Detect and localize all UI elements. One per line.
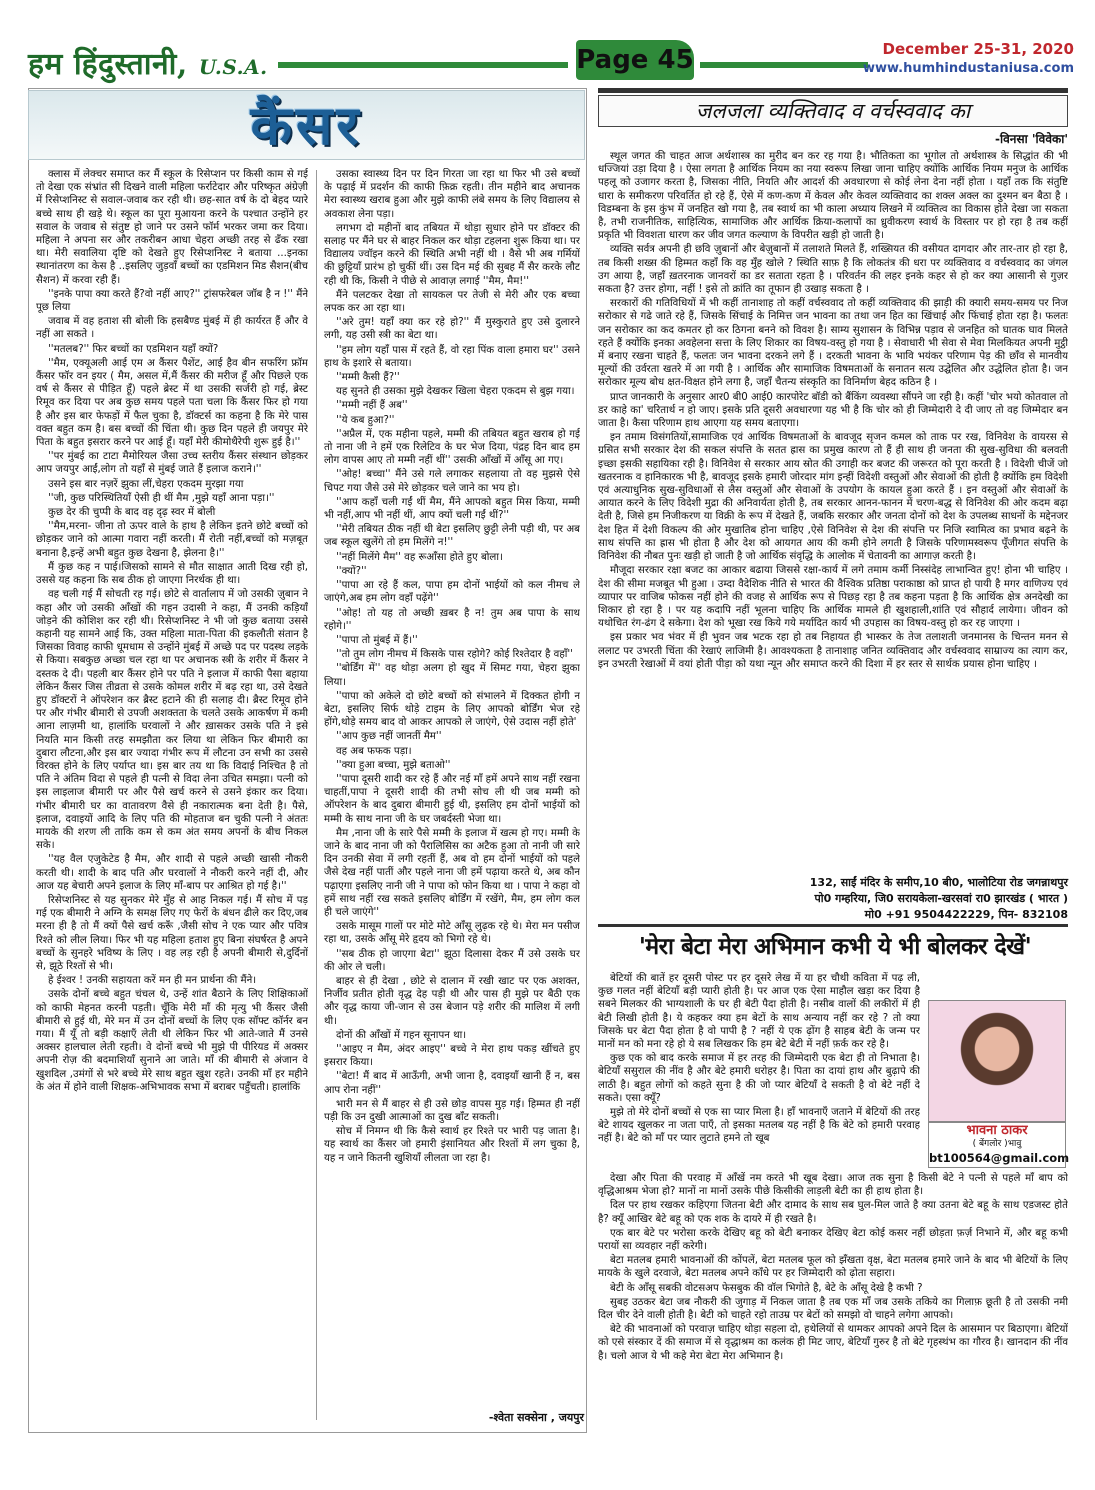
cancer-column-1 <box>36 168 308 1430</box>
cancer-col1-paragraph: रिसेप्शनिस्ट से यह सुनकर मेरे मुँह से आह निकल गई। मैं सोच में पड़ गई एक बीमारी ने अग्नि के समक्ष लिए गए फेरों के बंधन ढीले कर दिए,जब मरना ही है तो मैं क्यों पैसे खर्च करूँ ,जैसी सोच ने एक प्यार और पवित्र रिश्ते को लील लिया। फिर भी यह महिला हताश हुए बिना संघर्षरत है अपने बच्चों के सुनहरे भविष्य के लिए । वह लड़ रही है अपनी बीमारी से,दुर्दिनों से, झूठे रिश्तों से भी। <box>36 894 308 972</box>
cancer-col2-paragraph: ''आप कहाँ चली गईं थीं मैम, मैंने आपको बहुत मिस किया, मम्मी भी नहीं,आप भी नहीं थीं, आप क्यों चली गईं थीं?'' <box>324 496 580 522</box>
cancer-col2-paragraph: वह अब फफक पड़ा। <box>336 745 412 757</box>
cancer-col2-paragraph: दोनों की आँखों में गहन सूनापन था। <box>336 1029 467 1041</box>
cancer-col2-paragraph: मैम ,नाना जी के सारे पैसे मम्मी के इलाज में खत्म हो गए। मम्मी के जाने के बाद नाना जी को पैरालिसिस का अटैक हुआ तो नानी जी सारे दिन उनकी सेवा में लगी रहतीं हैं, अब वो हम दोनों भाईयों को पहले जैसे देख नहीं पातीं और पहले नाना जी हमें पढ़ाया करते थे, अब कौन पढ़ाएगा इसलिए नानी जी ने पापा को फोन किया था । पापा ने कहा वो हमें साथ नहीं रख सकते इसलिए बोर्डिंग में रखेंगे, मैम, हम लोग कल ही चले जाएंगे'' <box>324 827 580 918</box>
beta-body-bottom <box>598 1172 1068 1434</box>
jalzala-title: जलजला व्यक्तिवाद व वर्चस्ववाद का <box>598 95 1068 127</box>
issue-date: December 25-31, 2020 <box>882 40 1074 58</box>
cancer-col2-paragraph: ''आइए न मैम, अंदर आइए'' बच्चे ने मेरा हाथ पकड़ खींचते हुए इसरार किया। <box>324 1044 580 1069</box>
author-photo-caption <box>928 1122 1070 1168</box>
beta-paragraph: बेटा मतलब हमारी भावनाओं की कोंपलें, बेटा मतलब फूल को झँखता वृक्ष, बेटा मतलब हमारे जाने के बाद भी बेटियों के लिए मायके के खुले दरवाजे, बेटा मतलब अपने काँधे पर हर जिम्मेदारी को ढ़ोता सहारा। <box>598 1255 1068 1280</box>
cancer-col2-paragraph: मैंने पलटकर देखा तो सायकल पर तेजी से मेरी और एक बच्चा लपक कर आ रहा था। <box>324 289 580 315</box>
jalzala-paragraph: व्यक्ति सर्वत्र अपनी ही छवि ज़ुबानों और बेज़ुबानों में तलाशते मिलते हैं, शख्सियत की वसीयत दागदार और तार-तार हो रहा है, तब किसी शख्स की हिम्मत कहाँ कि वह मुँह खोले ? स्थिति साफ़ है कि लोकतंत्र की धरा पर व्यक्तिवाद व वर्चस्ववाद का जंगल उग आया है, जहाँ ख़तरनाक जानवरों का डर सताता रहता है । परिवर्तन की लहर इनके कहर से हो कर क्या आसानी से गुज़र सकता है? उत्तर होगा, नहीं ! इसे तो क्रांति का तूफान ही उखाड़ सकता है । <box>598 244 1068 296</box>
address-line-2: पो0 गम्हरिया, जि0 सरायकेला-खरसवां रा0 झारखंड ( भारत ) <box>814 892 1068 905</box>
cancer-col2-paragraph: ''अप्रैल में, एक महीना पहले, मम्मी की तबियत बहुत खराब हो गई तो नाना जी ने हमें एक रिलेटिव के घर भेज दिया, पंद्रह दिन बाद हम लोग वापस आए तो मम्मी नहीं थीं'' उसकी आँखों में आँसू आ गए। <box>324 428 580 467</box>
cancer-col2-paragraph: उसके मासूम गालों पर मोटे मोटे आँसू लुढ़क रहे थे। मेरा मन पसीज रहा था, उसके आँसू मेरे हृदय को भिगो रहे थे। <box>324 921 580 946</box>
cancer-title-text: कैंसर <box>250 93 363 157</box>
jalzala-paragraph: स्थूल जगत की चाहत आज अर्थशास्त्र का मुरीद बन कर रह गया है। भौतिकता का भूगोल तो अर्थशास्त्र के सिद्धांत की भी धज्जियां उड़ा दिया है । ऐसा लगता है आर्थिक नियम का नया स्वरूप लिखा जाना चाहिए क्योंकि आर्थिक नियम मनुज के आर्थिक पहलू को उजागर करता है, जिसका नीति, नियति और आदर्श की अवधारणा से कोई लेना देना नहीं होता । यहाँ तक कि संतुष्टि धारा के समीकरण परिवर्तित हो रहे हैं, ऐसे में कण-कण में केवल और केवल व्यक्तिवाद का शक्ल अक्ल का दुश्मन बन बैठा है । विडम्बना के इस कुंभ में जनहित खो गया है, तब स्वार्थ का भी काला अध्याय लिखने में व्यक्तित्व का विकास होते देखा जा सकता है, तभी राजनीतिक, साहित्यिक, सामाजिक और आर्थिक क्रिया-कलापों का ध्रुवीकरण स्वार्थ के विस्तार पर हो रहा है तब कहीं प्रकृति भी विवशता धारण कर जीव जगत कल्याण के विपरीत खड़ी हो जाती है। <box>598 151 1068 242</box>
cancer-col2-paragraph: ''सब ठीक हो जाएगा बेटा'' झूठा दिलासा देकर मैं उसे उसके घर की ओर ले चली। <box>324 948 580 973</box>
cancer-col1-paragraph: उसके दोनों बच्चे बहुत चंचल थे, उन्हें शांत बैठाने के लिए शिक्षिकाओं को काफी मेहनत करनी पड़ती। चूँकि मेरी माँ की मृत्यु भी कैंसर जैसी बीमारी से हुई थी, मेरे मन में उन दोनों बच्चों के लिए एक सॉफ्ट कॉर्नर बन गया। मैं यूँ तो बड़ी कक्षाएँ लेती थी लेकिन फिर भी आते-जाते मैं उनसे अक्सर हालचाल लेती रहती। वे दोनों बच्चे भी मुझे पी पीरियड में अक्सर अपनी रोज़ की बदमाशियाँ सुनाने आ जाते। माँ की बीमारी से अंजान वे खुशदिल ,उमंगों से भरे बच्चे मेरे साथ बहुत खुश रहते। उनकी माँ हर महीने के अंत में होने वाली शिक्षक-अभिभावक सभा में बराबर पहुँचती। हालांकि <box>36 989 308 1093</box>
cancer-column-divider <box>316 170 317 1420</box>
beta-paragraph: मुझे तो मेरे दोनों बच्चों से एक सा प्यार मिला है। हाँ भावनाएँ जताने में बेटियों की तरह बेटे शायद खुलकर ना जता पाएँ, तो इसका मतलब यह नहीं है कि बेटे को हमारी परवाह नहीं है। बेटे को माँ पर प्यार लुटाते हमने तो खूब <box>598 1107 920 1145</box>
cancer-col1-paragraph: ''मैम,मरना- जीना तो ऊपर वाले के हाथ है लेकिन इतने छोटे बच्चों को छोड़कर जाने को आत्मा गवारा नहीं करती। मैं रोती नहीं,बच्चों को मज़बूत बनाना है,इन्हें अभी बहुत कुछ देखना है, झेलना है।'' <box>36 521 308 559</box>
cancer-col2-paragraph: ''मम्मी कैसी हैं?'' <box>336 372 400 384</box>
beta-paragraph: बेटियों की बातें हर दूसरी पोस्ट पर हर दूसरे लेख में या हर चौथी कविता में पढ़ ली, कुछ गलत नहीं बेटियाँ बड़ी प्यारी होती है। पर आज एक ऐसा माहौल खड़ा कर दिया है सबने मिलकर की भाग्यशाली के घर ही बेटी पैदा होती है। नसीब वालों की लकीरों में ही बेटी लिखी होती है। ये कहकर क्या हम बेटों के साथ अन्याय नहीं कर रहे ? तो क्या जिसके घर बेटा पैदा होता है वो पापी है ? नहीं ये एक ढ़ोंग है साहब बेटी के जन्म पर मानों मन को मना रहे हो ये सब लिखकर कि हम बेटे बेटी में नहीं फ़र्क कर रहे है। <box>598 973 920 1051</box>
cancer-col1-paragraph: मैं कुछ कह न पाई।जिसको सामने से मौत साक्षात आती दिख रही हो, उससे यह कहना कि सब ठीक हो जाएगा निरर्थक ही था। <box>36 561 308 587</box>
beta-article-title: 'मेरा बेटा मेरा अभिमान कभी ये भी बोलकर देखें' <box>638 933 1032 960</box>
beta-paragraph: बेटे की भावनाओं को परवाज़ चाहिए थोड़ा सहला दो, हथेलियों से थामकर आपको अपने दिल के आसमान पर बिठाएगा। बेटियों को एसे संस्कार दें की समाज में से वृद्धाश्रम का कलंक ही मिट जाए, बेटियाँ गुरुर है तो बेटे गृहस्थंभ का गौरव है। खानदान की नींव है। चलो आज ये भी कहे मेरा बेटा मेरा अभिमान है। <box>598 1324 1068 1362</box>
cancer-col2-paragraph: ''नहीं मिलेंगे मैम'' वह रूआँसा होते हुए बोला। <box>336 551 503 563</box>
jalzala-top-rule <box>598 88 1068 93</box>
cancer-col1-paragraph: कुछ देर की चुप्पी के बाद वह दृढ़ स्वर में बोली <box>48 507 216 519</box>
cancer-col2-paragraph: ''पापा आ रहे हैं कल, पापा हम दोनों भाईयों को कल नीमच ले जाएंगे,अब हम लोग वहाँ पढ़ेंगे'' <box>324 580 580 605</box>
cancer-author: -श्वेता सक्सेना , जयपुर <box>488 1411 584 1424</box>
jalzala-author: -विनसा 'विवेका' <box>995 132 1068 146</box>
cancer-col1-paragraph: ''मैम, एक्यूअली आई एम अ कैंसर पैशेंट, आई हैव बीन सफरिंग फ्रॉम कैंसर फॉर वन इयर ( मैम, असल में,मैं कैंसर की मरीज हूँ और पिछले एक वर्ष से कैंसर से पीड़ित हूँ) पहले ब्रेस्ट में था उसकी सर्जरी हो गई, ब्रेस्ट रिमूव कर दिया पर अब कुछ समय पहले पता चला कि कैंसर फिर हो गया है और इस बार फेफड़ों में फैल चुका है, डॉक्टर्स का कहना है कि मेरे पास वक्त बहुत कम है। बस बच्चों की चिंता थी। कुछ दिन पहले ही जयपुर मेरे पिता के बहुत इसरार करने पर आई हूँ। यहाँ मेरी कीमोथैरेपी शुरू हुई है।'' <box>36 357 308 449</box>
cancer-col1-paragraph: ''जी, कुछ परिस्थितियाँ ऐसी ही थीं मैम ,मुझे यहाँ आना पड़ा।'' <box>48 492 275 504</box>
cancer-col2-paragraph: बाहर से ही देखा , छोटे से दालान में रखी खाट पर एक अशक्त, निर्जीव प्रतीत होती वृद्ध देह पड़ी थी और पास ही मुझे पर बैठी एक और वृद्ध काया जी-जान से उस बेजान पड़े शरीर की मालिश में लगी थी। <box>324 975 580 1027</box>
cancer-col1-paragraph: ''मतलब?'' फिर बच्चों का एडमिशन यहाँ क्यों? <box>48 343 219 355</box>
beta-paragraph: देखा और पिता की परवाह में आँखें नम करते भी खूब देखा। आज तक सुना है किसी बेटे ने पत्नी से पहले माँ बाप को वृद्धिआश्रम भेजा हो? मानों ना मानों उसके पीछे किसीकी लाड़ली बेटी का ही हाथ होता है। <box>598 1173 1068 1198</box>
cancer-col1-paragraph: जवाब में वह हताश सी बोली कि हसबैण्ड मुंबई में ही कार्यरत हैं और वे नहीं आ सकते । <box>36 316 308 341</box>
cancer-col2-paragraph: ''तो तुम लोग नीमच में किसके पास रहोगे? कोई रिश्तेदार है वहाँ'' <box>336 649 573 661</box>
beta-paragraph: सुबह उठकर बेटा जब नौकरी की जुगाड़ में निकल जाता है तब एक माँ जब उसके तकिये का गिलाफ़ छूती है तो उसकी नमी दिल चीर देने वाली होती है। बेटी को चाहते रहो ताउम्र पर बेटों को समझो वो चाहने लगेगा आपको। <box>598 1296 1068 1322</box>
masthead-rule-right <box>700 62 868 68</box>
jalzala-paragraph: मौजूदा सरकार रक्षा बजट का आकार बढाया जिससे रक्षा-कार्य में लगे तमाम कर्मी निस्संदेह लाभान्वित हुए! होना भी चाहिए । देश की सीमा मजबूत भी हुआ । उम्दा वैदेशिक नीति से भारत की वैश्विक प्रतिष्ठा पराकाष्ठा को प्राप्त हो पायी है मगर वाणिज्य एवं व्यापार पर वाजिब फोकस नहीं होने की वजह से आर्थिक रूप से पिछड़ रहा है तब कहना पड़ता है कि आर्थिक क्षेत्र अनदेखी का शिकार हो रहा है । पर यह कदापि नहीं भूलना चाहिए कि आर्थिक मामले ही खुशहाली,शांति एवं सौहार्द लायेगा। जीवन को यथोचित रंग-ढंग दे सकेगा। देश को भूखा रख किये गये मर्यादित कार्य भी उपहास का विषय-वस्तु हो कर रह जाएगा । <box>598 565 1068 630</box>
newspaper-name <box>28 42 268 83</box>
cancer-col2-paragraph: ''पापा दूसरी शादी कर रहे हैं और नई माँ हमें अपने साथ नहीं रखना चाहतीं,पापा ने दूसरी शादी की तभी सोच ली थी जब मम्मी को ऑपरेशन के बाद दुबारा बीमारी हुई थी, इसलिए हम दोनों भाईयों को मम्मी के साथ नाना जी के घर जबर्दस्ती भेजा था। <box>324 773 580 825</box>
jalzala-paragraph: इन तमाम विसंगतियों,सामाजिक एवं आर्थिक विषमताओं के बावजूद सृजन कमल को ताक पर रख, विनिवेश के वायरस से ग्रसित सभी सरकार देश की सकल संपत्ति के सतत ह्रास का प्रमुख कारण तो हैं ही साथ ही जनता की सुख-सुविधा की बलवती इच्छा इसकी सहायिका रही है। विनिवेश से सरकार आय स्रोत की उगाही कर बजट की जरूरत को पूरा करती है । विदेशी चीजें जो खतरनाक व हानिकारक भी है, बावजूद इसके हमारी जोरदार मांग इन्हीं विदेशी वस्तुओं और सेवाओं की होती है क्योंकि हम विदेशी एवं अत्याधुनिक सुख-सुविधाओं से लैस वस्तुओं और सेवाओं के उपयोग के कायल हुआ करते हैं । इन वस्तुओं और सेवाओं के आयात करने के लिए विदेशी मुद्रा की अनिवार्यता होती है, तब सरकार आनन-फानन में चरण-बद्ध से विनिवेश की ओर कदम बढ़ा देती है, जिसे हम निजीकरण या विक्री के रूप में देखते हैं, जबकि सरकार और जनता दोनों को देश के उपलब्ध साधनों के मद्देनजर देश हित में देशी विकल्प की ओर मुखातिब होना चाहिए ,ऐसे विनिवेश से देश की संपत्ति पर निजि स्वामित्व का प्रभाव बढ़ने के साथ संपत्ति का ह्रास भी होता है और देश को आयगत आय की कमी होने लगती है जिसके परिणामस्वरूप पूँजीगत संपत्ति के विनिवेश की नौबत पुनः खड़ी हो जाती है जो आर्थिक संवृद्धि के आलोक में चेतावनी का आगाज़ करती है। <box>598 432 1068 563</box>
cancer-col2-paragraph: ''अरे तुम! यहाँ क्या कर रहे हो?'' मैं मुस्कुराते हुए उसे दुलारने लगी, यह उसी स्त्री का बेटा था। <box>324 317 580 342</box>
jalzala-address <box>598 875 1068 923</box>
cancer-col1-paragraph: ''यह वैल एजुकेटेड है मैम, और शादी से पहले अच्छी खासी नौकरी करती थी। शादी के बाद पति और घरवालों ने नौकरी करने नहीं दी, और आज यह बेचारी अपने इलाज के लिए माँ-बाप पर आश्रित हो गई है।'' <box>36 854 308 892</box>
cancer-col2-paragraph: ''पापा को अकेले दो छोटे बच्चों को संभालने में दिक्कत होगी न बेटा, इसलिए सिर्फ थोड़े टाइम के लिए आपको बोर्डिंग भेज रहे होंगे,थोड़े समय बाद वो आकर आपको ले जाएंगे, ऐसे उदास नहीं होते' <box>324 690 580 729</box>
page-number: Page 45 <box>576 40 694 80</box>
author-photo <box>928 1000 1066 1122</box>
cancer-col1-paragraph: वह चली गई मैं सोचती रह गई। छोटे से वार्तालाप में जो उसकी ज़ुबान ने कहा और जो उसकी आँखों की गहन उदासी ने कहा, मैं उनकी कड़ियाँ जोड़ने की कोशिश कर रही थी। रिसेप्शनिस्ट ने भी जो कुछ बताया उससे कहानी यह सामने आई कि, उक्त महिला माता-पिता की इकलौती संतान है जिसका विवाह काफी धूमधाम से उन्होंने मुंबई में अच्छे पद पर पदस्थ लड़के से किया। सबकुछ अच्छा चल रहा था पर अचानक स्त्री के शरीर में कैंसर ने दस्तक दे दी। पहली बार कैंसर होने पर पति ने इलाज में काफी पैसा बहाया लेकिन कैंसर जिस तीव्रता से उसके कोमल शरीर में बढ़ रहा था, उसे देखते हुए डॉक्टरों ने ऑपरेशन कर ब्रैस्ट हटाने की ही सलाह दी। ब्रैस्ट रिमूव होने पर और गंभीर बीमारी से उपजी अशक्तता के चलते उसके आकर्षण में कमी आना लाज़मी था, हालांकि घरवालों ने और ख़ासकर उसके पति ने इसे नियति मान किसी तरह समझौता कर लिया था लेकिन फिर बीमारी का दुबारा लौटना,और इस बार ज्यादा गंभीर रूप में लौटना उन सभी का उससे विरक्त होने के लिए पर्याप्त था। इस बार तय था कि विदाई निश्चित है तो पति ने अंतिम विदा से पहले ही पत्नी से विदा लेना उचित समझा। पत्नी को इस लाइलाज बीमारी पर और पैसे खर्च करने से उसने इंकार कर दिया। गंभीर बीमारी घर का वातावरण वैसे ही नकारात्मक बना देती है। पैसे, इलाज, दवाइयों आदि के लिए पति की मोहताज बन चुकी पत्नी ने अंततः मायके की शरण ली ताकि कम से कम अंत समय अपनों के बीच निकल सके। <box>36 589 308 852</box>
issue-date-block <box>863 40 1074 78</box>
author-city: ( बेंगलोर )भावु <box>972 1139 1022 1149</box>
cancer-col2-paragraph: ''क्यों?'' <box>336 565 367 577</box>
section-divider <box>598 924 1068 927</box>
jalzala-paragraph: इस प्रकार भव भंवर में ही भुवन जब भटक रहा हो तब निहायत ही भास्कर के तेज तलाशती जनमानस के चिन्तन मनन से ललाट पर उभरती चिंता की रेखाएं लाजिमी है। आवश्यकता है तानाशाह जनित व्यक्तिवाद और वर्चस्ववाद साम्राज्य का त्याग कर, इन उभरती रेखाओं में वयां होती पीड़ा को यथा न्यून और समाप्त करने की दिशा में हर स्तर से सार्थक प्रयास होना चाहिए । <box>598 632 1068 670</box>
address-line-3: मो0 +91 9504422229, पिन- 832108 <box>864 908 1068 921</box>
beta-paragraph: बेटी के आँसू सबकी वोटसअप फेसबुक की वॉल भिगोते है, बेटे के आँसू देखे है कभी ? <box>610 1282 923 1294</box>
cancer-col1-paragraph: हे ईश्वर ! उनकी सहायता करें मन ही मन प्रार्थना की मैंने। <box>48 975 257 987</box>
address-line-1: 132, साईं मंदिर के समीप,10 बी0, भालोटिया रोड जगन्नाथपुर <box>809 876 1068 889</box>
cancer-col2-paragraph: भारी मन से मैं बाहर से ही उसे छोड़ वापस मुड़ गई। हिम्मत ही नहीं पड़ी कि उन दुखी आत्माओं का दुख बाँट सकती। <box>324 1098 580 1124</box>
masthead-rule-left <box>278 62 568 68</box>
cancer-col2-paragraph: ''आप कुछ नहीं जानतीं मैम'' <box>336 731 442 743</box>
cancer-col2-paragraph: लगभग दो महीनों बाद तबियत में थोड़ा सुधार होने पर डॉक्टर की सलाह पर मैंने घर से बाहर निकल कर थोड़ा टहलना शुरू किया था। पर विद्यालय ज्वॉइन करने की स्थिति अभी नहीं थी । वैसे भी अब गर्मियों की छुट्टियाँ प्रारंभ हो चुकीं थीं। उस दिन मई की सुबह मैं सैर करके लौट रही थी कि, किसी ने पीछे से आवाज़ लगाई ''मैम, मैम!'' <box>324 222 580 287</box>
jalzala-paragraph: सरकारों की गतिविधियों में भी कहीं तानाशाह तो कहीं वर्चस्ववाद तो कहीं व्यक्तिवाद की झाड़ी की क्यारी समय-समय पर निज सरोकार से गढे जाते रहे हैं, जिसके सिंचाई के निमित्त जन भावना का तथा जन हित का खिंचाई और फिंचाई होता रहा है। फलतः जन सरोकार का कद कमतर हो कर ठिगना बनने को विवश है। साम्य सुशासन के विभिन्न पड़ाव से जनहित को घातक घाव मिलते रहते हैं क्योंकि इनका अवहेलना सत्ता के लिए शिकार का विषय-वस्तु हो गया है । सेवाधारी भी सेवा से मेवा मिलकियत अपनी मुट्ठी में बनाए रखना चाहते हैं, फलतः जन भावना दरकने लगे हैं । दरकती भावना के भावि भयंकर परिणाम पेड़ की छाँव से मानवीय मूल्यों की उर्वरता खतरे में आ गयी है । आर्थिक और सामाजिक विषमताओं के सनातन सत्य उद्घेलित और उद्धेलित होता है। जन सरोकार मूल्य बोध क्षत-विक्षत होने लगा है, जहाँ चैतन्य संस्कृति का विनिर्माण बेहद कठिन है । <box>598 298 1068 389</box>
cancer-col2-paragraph: सोच में निमग्न थी कि कैसे स्वार्थ हर रिश्ते पर भारी पड़ जाता है। यह स्वार्थ का कैंसर जो हमारी इंसानियत और रिश्तों में लग चुका है, यह न जाने कितनी खुशियाँ लीलता जा रहा है। <box>324 1126 580 1164</box>
cancer-col1-paragraph: ''पर मुंबई का टाटा मैमोरियल जैसा उच्च स्तरीय कैंसर संस्थान छोड़कर आप जयपुर आईं,लोग तो यहाँ से मुंबई जाते हैं इलाज कराने।'' <box>36 451 308 476</box>
cancer-col2-paragraph: ''ये कब हुआ?'' <box>336 414 395 426</box>
beta-paragraph: एक बार बेटे पर भरोसा करके देखिए बहू को बेटी बनाकर देखिए बेटा कोई कसर नहीं छोड़ता फ़र्ज़ निभाने में, और बहू कभी परायों सा व्यवहार नहीं करेगी। <box>598 1227 1068 1253</box>
cancer-col2-paragraph: ''ओह! बच्चा'' मैंने उसे गले लगाकर सहलाया तो वह मुझसे ऐसे चिपट गया जैसे उसे मेरे छोड़कर चले जाने का भय हो। <box>324 469 580 494</box>
jalzala-body <box>598 150 1068 872</box>
author-email[interactable]: bt100564@gmail.com <box>929 1151 1070 1165</box>
cancer-col2-paragraph: ''ओह! तो यह तो अच्छी ख़बर है न! तुम अब पापा के साथ रहोगे।'' <box>324 607 580 632</box>
cancer-col2-paragraph: ''हम लोग यहाँ पास में रहते हैं, वो रहा पिंक वाला हमारा घर'' उसने हाथ के इशारे से बताया। <box>324 344 580 369</box>
cancer-col1-paragraph: क्लास में लेक्चर समाप्त कर मैं स्कूल के रिसेप्शन पर किसी काम से गई तो देखा एक संभ्रांत सी दिखने वाली महिला फर्राटेदार और परिष्कृत अंग्रेज़ी में रिसेप्शनिस्ट से सवाल-जवाब कर रही थी। छह-सात वर्ष के दो बेहद प्यारे बच्चे साथ ही खड़े थे। स्कूल का पूरा मुआयना करने के पश्चात उन्होंने हर सवाल के जवाब से संतुष्ट हो जाने पर उसने फॉर्म भरकर जमा कर दिया। महिला ने अपना सर और तकरीबन आधा चेहरा अच्छी तरह से ढँक रखा था। मेरी सवालिया दृष्टि को देखते हुए रिसेप्शनिस्ट ने बताया ...इनका स्थानांतरण का केस है ..इसलिए जुड़वाँ बच्चों का एडमिशन मिड सैशन(बीच सैशन) में करवा रही हैं। <box>36 169 308 286</box>
cancer-col2-paragraph: ''पापा तो मुंबई में हैं।'' <box>336 634 418 646</box>
cancer-article-title <box>28 90 585 160</box>
cancer-col2-paragraph: उसका स्वास्थ्य दिन पर दिन गिरता जा रहा था फिर भी उसे बच्चों के पढ़ाई में प्रदर्शन की काफी फ़िक्र रहती। तीन महीने बाद अचानक मेरा स्वास्थ्य खराब हुआ और मुझे काफी लंबे समय के लिए विद्यालय से अवकाश लेना पड़ा। <box>324 169 580 220</box>
cancer-col2-paragraph: यह सुनते ही उसका मुझे देखकर खिला चेहरा एकदम से बुझ गया। <box>336 386 575 398</box>
website-link[interactable]: www.humhindustaniusa.com <box>862 61 1074 76</box>
masthead <box>28 40 1078 86</box>
jalzala-paragraph: प्राप्त जानकारी के अनुसार आर0 बी0 आई0 कारपोरेट बॉडी को बैंकिंग व्यवस्था सौंपने जा रही है। कहीं 'चोर भयो कोतवाल तो डर काहे का' चरितार्थ न हो जाए। इसके प्रति दूसरी अवधारणा यह भी है कि चोर को ही जिम्मेदारी दे दी जाए तो वह जिम्मेदार बन जाता है। कैसा परिणाम हाथ आएगा यह समय बताएगा। <box>598 391 1068 430</box>
cancer-col1-paragraph: ''इनके पापा क्या करते हैं?वो नहीं आए?'' ट्रांसफरेबल जॉब है न !'' मैंने पूछ लिया <box>36 288 308 314</box>
beta-body-top <box>598 972 920 1172</box>
cancer-col2-paragraph: ''मम्मी नहीं हैं अब'' <box>336 400 408 412</box>
beta-paragraph: कुछ एक को बाद करके समाज में हर तरह की जिम्मेदारी एक बेटा ही तो निभाता है। बेटियाँ ससुराल की नींव है और बेटे हमारी धरोहर है। पिता का दायां हाथ और बुढ़ापे की लाठी है। बहुत लोगों को कहते सुना है की जो प्यार बेटियाँ दे सकती है वो बेटे नहीं दे सकते। एसा क्यूँ? <box>598 1053 920 1104</box>
cancer-column-2 <box>324 168 580 1406</box>
cancer-col2-paragraph: ''बोर्डिंग में'' वह थोड़ा अलग हो खुद में सिमट गया, चेहरा झुका लिया। <box>324 663 580 688</box>
cancer-col2-paragraph: ''क्या हुआ बच्चा, मुझे बताओ'' <box>336 759 451 771</box>
newspaper-country: U.S.A. <box>198 55 268 79</box>
cancer-col2-paragraph: ''बेटा! मैं बाद में आऊँगी, अभी जाना है, दवाइयाँ खानी हैं न, बस आप रोना नहीं'' <box>324 1071 580 1096</box>
author-name: भावना ठाकर <box>966 1123 1028 1138</box>
newspaper-name-text: हम हिंदुस्तानी, <box>28 47 188 82</box>
cancer-col1-paragraph: उसने इस बार नज़रें झुका लीं,चेहरा एकदम मुरझा गया <box>48 478 244 490</box>
cancer-col2-paragraph: ''मेरी तबियत ठीक नहीं थी बेटा इसलिए छुट्टी लेनी पड़ी थी, पर अब जब स्कूल खुलेंगे तो हम मिलेंगे न!'' <box>324 524 580 549</box>
beta-paragraph: दिल पर हाथ रखकर कहिएगा जितना बेटी और दामाद के साथ सब घुल-मिल जाते है क्या उतना बेटे बहू के साथ एडजस्ट होते है? क्यूँ आखिर बेटे बहू को एक शक के दायरे में ही रखते है। <box>598 1200 1068 1225</box>
